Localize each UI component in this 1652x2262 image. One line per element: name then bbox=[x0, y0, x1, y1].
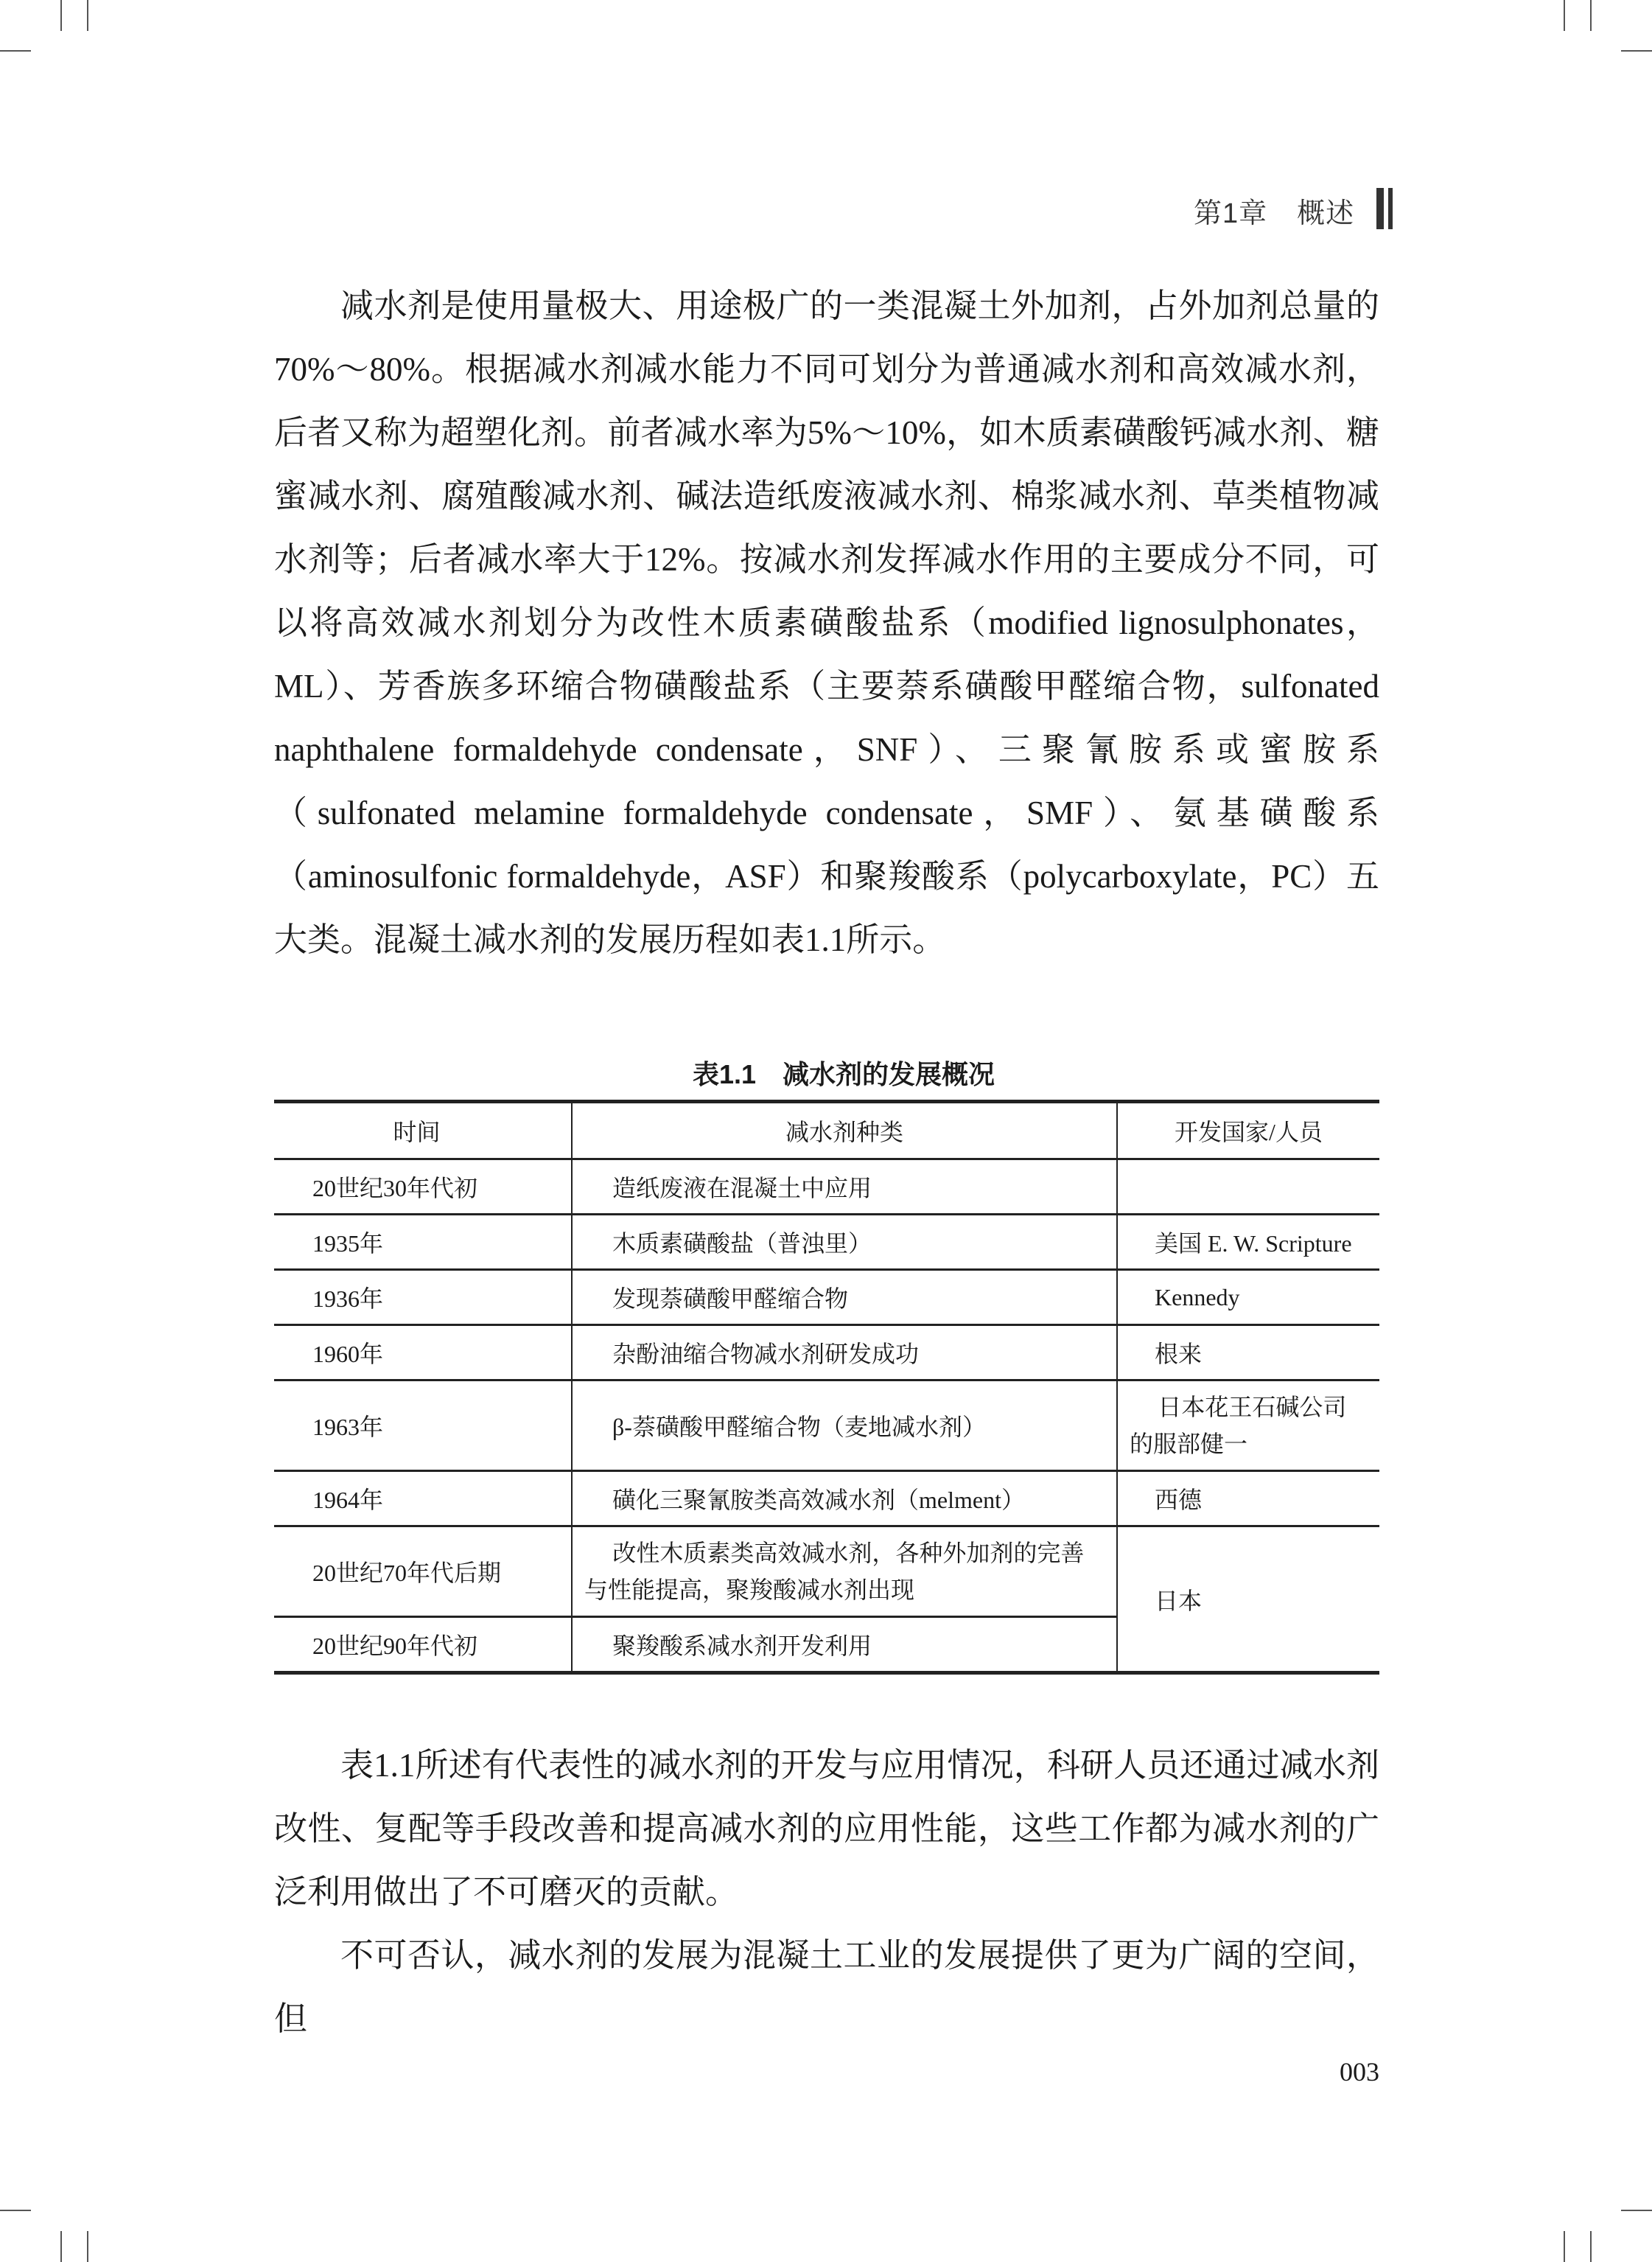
development-table bbox=[274, 1100, 1379, 1675]
column-header: 时间 bbox=[274, 1102, 572, 1159]
cell-time: 1936年 bbox=[274, 1270, 572, 1325]
chapter-number: 第1章 bbox=[1194, 198, 1268, 229]
cell-developer: 日本 bbox=[1117, 1526, 1379, 1673]
cell-type: 木质素磺酸盐（普浊里） bbox=[572, 1215, 1117, 1270]
crop-mark bbox=[0, 2210, 31, 2211]
body-paragraph: 减水剂是使用量极大、用途极广的一类混凝土外加剂，占外加剂总量的70%～80%。根据减水剂减水能力不同可划分为普通减水剂和高效减水剂，后者又称为超塑化剂。前者减水率为5%～10%，如木质素磺酸钙减水剂、糖蜜减水剂、腐殖酸减水剂、碱法造纸废液减水剂、棉浆减水剂、草类植物减水剂等；后者减水率大于12%。按减水剂发挥减水作用的主要成分不同，可以将高效减水剂划分为改性木质素磺酸盐系（modified lignosulphonates，ML）、芳香族多环缩合物磺酸盐系（主要萘系磺酸甲醛缩合物，sulfonated naphthalene formaldehyde condensate，SNF）、三聚氰胺系或蜜胺系 （sulfonated melamine formaldehyde condensate，SMF）、氨基磺酸系（aminosulfonic formaldehyde，ASF）和聚羧酸系（polycarboxylate，PC）五大类。混凝土减水剂的发展历程如表1.1所示。 bbox=[274, 287, 1379, 958]
crop-mark bbox=[87, 2231, 88, 2262]
cell-developer: Kennedy bbox=[1117, 1270, 1379, 1325]
cell-type: β-萘磺酸甲醛缩合物（麦地减水剂） bbox=[572, 1380, 1117, 1471]
body-paragraph: 不可否认，减水剂的发展为混凝土工业的发展提供了更为广阔的空间，但 bbox=[274, 1937, 1379, 2037]
crop-mark bbox=[1564, 0, 1565, 31]
column-header: 减水剂种类 bbox=[572, 1102, 1117, 1159]
header-bar bbox=[1388, 188, 1393, 229]
table-row bbox=[274, 1325, 1379, 1380]
cell-time: 1935年 bbox=[274, 1215, 572, 1270]
cell-developer: 日本花王石碱公司的服部健一 bbox=[1117, 1380, 1379, 1471]
body-paragraph: 表1.1所述有代表性的减水剂的开发与应用情况，科研人员还通过减水剂改性、复配等手段改善和提高减水剂的应用性能，这些工作都为减水剂的广泛利用做出了不可磨灭的贡献。 bbox=[274, 1747, 1379, 1910]
cell-type: 改性木质素类高效减水剂，各种外加剂的完善与性能提高，聚羧酸减水剂出现 bbox=[572, 1526, 1117, 1617]
table-row bbox=[274, 1471, 1379, 1526]
crop-mark bbox=[0, 50, 31, 52]
table-row bbox=[274, 1270, 1379, 1325]
crop-mark bbox=[1621, 50, 1652, 52]
table-caption: 表1.1 减水剂的发展概况 bbox=[692, 1059, 995, 1089]
crop-mark bbox=[1621, 2210, 1652, 2211]
cell-developer bbox=[1117, 1159, 1379, 1215]
running-header bbox=[1194, 190, 1384, 231]
cell-time: 1963年 bbox=[274, 1380, 572, 1471]
cell-type: 聚羧酸系减水剂开发利用 bbox=[572, 1617, 1117, 1673]
crop-mark bbox=[87, 0, 88, 31]
crop-mark bbox=[60, 2231, 62, 2262]
cell-time: 20世纪90年代初 bbox=[274, 1617, 572, 1673]
chapter-title: 概述 bbox=[1297, 198, 1355, 229]
page-number: 003 bbox=[1340, 2057, 1379, 2087]
cell-type: 发现萘磺酸甲醛缩合物 bbox=[572, 1270, 1117, 1325]
crop-mark bbox=[1590, 0, 1592, 31]
cell-time: 20世纪70年代后期 bbox=[274, 1526, 572, 1617]
cell-time: 1960年 bbox=[274, 1325, 572, 1380]
table-row bbox=[274, 1380, 1379, 1471]
crop-mark bbox=[1590, 2231, 1592, 2262]
table-row bbox=[274, 1215, 1379, 1270]
cell-type: 造纸废液在混凝土中应用 bbox=[572, 1159, 1117, 1215]
cell-type: 磺化三聚氰胺类高效减水剂（melment） bbox=[572, 1471, 1117, 1526]
cell-type: 杂酚油缩合物减水剂研发成功 bbox=[572, 1325, 1117, 1380]
table-header-row bbox=[274, 1102, 1379, 1159]
crop-mark bbox=[1564, 2231, 1565, 2262]
cell-developer: 西德 bbox=[1117, 1471, 1379, 1526]
cell-developer: 美国 E. W. Scripture bbox=[1117, 1215, 1379, 1270]
cell-time: 20世纪30年代初 bbox=[274, 1159, 572, 1215]
table-row bbox=[274, 1159, 1379, 1215]
column-header: 开发国家/人员 bbox=[1117, 1102, 1379, 1159]
cell-developer: 根来 bbox=[1117, 1325, 1379, 1380]
crop-mark bbox=[60, 0, 62, 31]
table-row bbox=[274, 1526, 1379, 1617]
header-bar bbox=[1376, 188, 1384, 229]
cell-time: 1964年 bbox=[274, 1471, 572, 1526]
